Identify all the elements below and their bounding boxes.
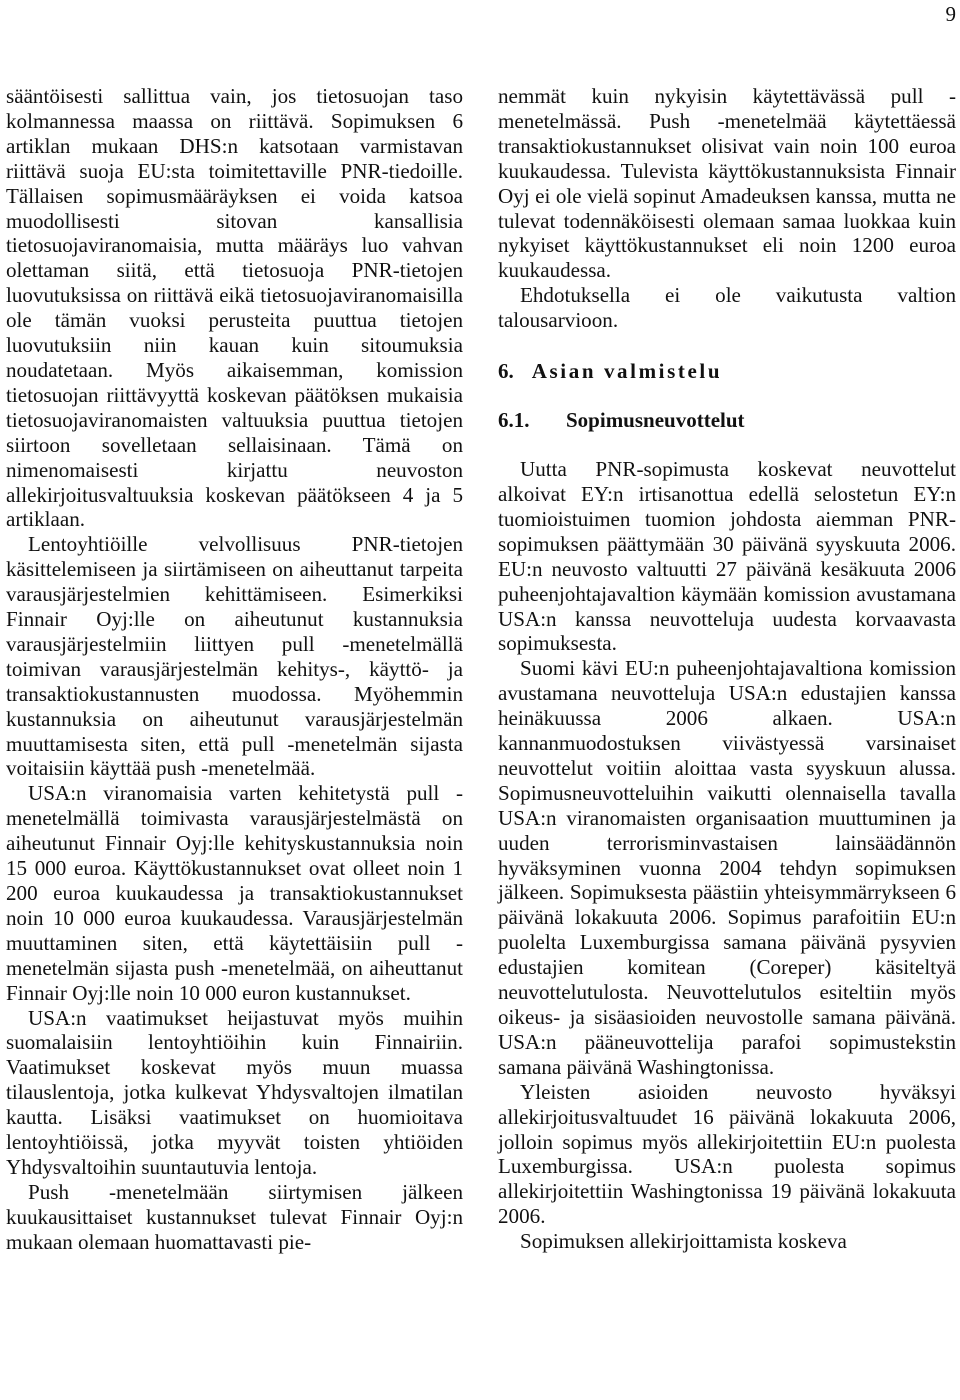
section-number: 6. (498, 359, 514, 384)
body-paragraph: Lentoyhtiöille velvollisuus PNR-tietojen käsittelemiseen ja siirtämiseen on aiheuttanut tarpeita varausjärjestelmien kehittämiseen. Esimerkiksi Finnair Oyj:lle on aiheutunut kustannuksia varausjärjestelmiin liittyen pull -menetelmällä toimivan varausjärjestelmän kehitys-, käyttö- ja transaktiokustannusten muodossa. Myöhemmin kustannuksia on aiheutunut varausjärjestelmän muuttamisesta siten, että pull -menetelmän sijasta voitaisiin käyttää push -menetelmää. (6, 532, 463, 781)
page-number: 9 (945, 2, 956, 26)
body-paragraph: USA:n vaatimukset heijastuvat myös muihin suomalaisiin lentoyhtiöihin kuin Finnairiin. Vaatimukset koskevat myös muun muassa tilauslentoja, jotka kulkevat Yhdysvaltojen ilmatilan kautta. Lisäksi vaatimukset on huomioitava lentoyhtiöissä, jotka myyvät toisten yhtiöiden Yhdysvaltoihin suuntautuvia lentoja. (6, 1005, 463, 1179)
body-paragraph: Ehdotuksella ei ole vaikutusta valtion talousarvioon. (498, 283, 956, 333)
body-paragraph: Yleisten asioiden neuvosto hyväksyi allekirjoitusvaltuudet 16 päivänä lokakuuta 2006, jolloin sopimus myös allekirjoitettiin EU:n puolesta Luxemburgissa. USA:n puolesta sopimus allekirjoitettiin Washingtonissa 19 päivänä lokakuuta 2006. (498, 1079, 956, 1229)
body-paragraph: Push -menetelmään siirtymisen jälkeen kuukausittaiset kustannukset tulevat Finnair Oyj:n mukaan olemaan huomattavasti pie- (6, 1179, 463, 1254)
right-column (498, 84, 956, 1254)
subsection-heading (498, 408, 956, 433)
left-column (6, 84, 463, 1255)
body-paragraph: Suomi kävi EU:n puheenjohtajavaltiona komission avustamana neuvotteluja USA:n edustajien kanssa heinäkuussa 2006 alkaen. USA:n kannanmuodostuksen viivästyessä varsinaiset neuvottelut voitiin aloittaa vasta syyskuun alussa. Sopimusneuvotteluihin vaikutti olennaisella tavalla USA:n viranomaisten organisaation muuttuminen ja uuden terrorisminvastaisen lainsäädännön hyväksyminen vuonna 2004 tehdyn sopimuksen jälkeen. Sopimuksesta päästiin yhteisymmärrykseen 6 päivänä lokakuuta 2006. Sopimus parafoitiin EU:n puolelta Luxemburgissa samana päivänä pysyvien edustajien komitean (Coreper) käsiteltyä neuvottelutulosta. Neuvottelutulos esiteltiin myös oikeus- ja sisäasioiden neuvostolle samana päivänä. USA:n pääneuvottelija parafoi sopimustekstin samana päivänä Washingtonissa. (498, 656, 956, 1079)
section-heading (498, 359, 956, 384)
subsection-number: 6.1. (498, 408, 530, 433)
body-paragraph: Sopimuksen allekirjoittamista koskeva (520, 1229, 847, 1254)
body-paragraph: USA:n viranomaisia varten kehitetystä pull -menetelmällä toimivasta varausjärjestelmästä on aiheutunut Finnair Oyj:lle kehityskustannuksia noin 15 000 euroa. Käyttökustannukset ovat olleet noin 1 200 euroa kuukaudessa ja transaktiokustannukset noin 10 000 euroa kuukaudessa. Varausjärjestelmän muuttaminen siten, että käytettäisiin pull -menetelmän sijasta push -menetelmää, on aiheuttanut Finnair Oyj:lle noin 10 000 euron kustannukset. (6, 781, 463, 1005)
section-title: Asian valmistelu (531, 359, 723, 384)
body-paragraph: Uutta PNR-sopimusta koskevat neuvottelut alkoivat EY:n irtisanottua edellä selostetun EY:n tuomioistuimen tuomion johdosta aiemman PNR-sopimuksen päättymään 30 päivänä syyskuuta 2006. EU:n neuvosto valtuutti 27 päivänä kesäkuuta 2006 puheenjohtajavaltion käymään komission avustamana USA:n kanssa neuvotteluja uudesta korvaavasta sopimuksesta. (498, 457, 956, 656)
body-paragraph: sääntöisesti sallittua vain, jos tietosuojan taso kolmannessa maassa on riittävä. Sopimuksen 6 artiklan mukaan DHS:n katsotaan varmistavan riittävä suoja EU:sta toimitettaville PNR-tiedoille. Tällaisen sopimusmääräyksen ei voida katsoa muodollisesti sitovan kansallisia tietosuojaviranomaisia, mutta määräys luo vahvan olettaman siitä, että tietosuoja PNR-tietojen luovutuksissa on riittävä eikä tietosuojaviranomaisilla ole tämän vuoksi perusteita puuttua tietojen luovutuksiin niin kauan kuin sitoumuksia noudatetaan. Myös aikaisemman, komission tietosuojan riittävyyttä koskevan päätöksen mukaisia tietosuojaviranomaisten valtuuksia puuttua tietojen siirtoon sovelletaan sellaisinaan. Tämä on nimenomaisesti kirjattu neuvoston allekirjoitusvaltuuksia koskevan päätökseen 4 ja 5 artiklaan. (6, 84, 463, 532)
body-paragraph: nemmät kuin nykyisin käytettävässä pull -menetelmässä. Push -menetelmää käytettäessä transaktiokustannukset olisivat vain noin 100 euroa kuukaudessa. Tulevista käyttökustannuksista Finnair Oyj ei ole vielä sopinut Amadeuksen kanssa, mutta ne tulevat todennäköisesti olemaan samaa luokkaa kuin nykyiset käyttökustannukset eli noin 1200 euroa kuukaudessa. (498, 84, 956, 283)
subsection-title: Sopimusneuvottelut (566, 408, 745, 433)
